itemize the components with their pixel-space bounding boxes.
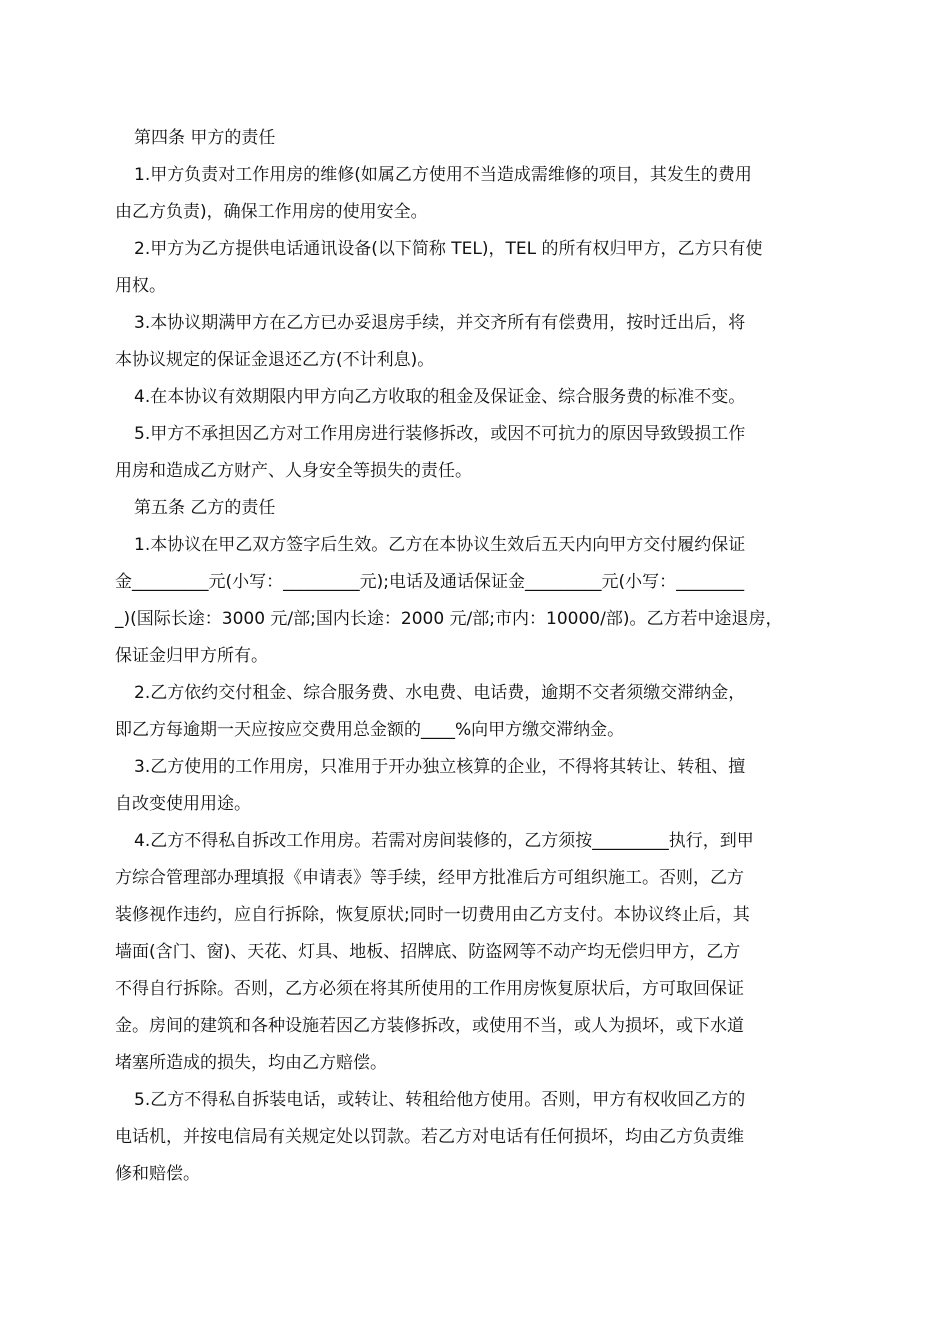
document-line: 1.甲方负责对工作用房的维修(如属乙方使用不当造成需维修的项目，其发生的费用	[134, 165, 752, 185]
document-line: 保证金归甲方所有。	[115, 646, 268, 666]
document-line: 3.乙方使用的工作用房，只准用于开办独立核算的企业，不得将其转让、转租、擅	[134, 757, 746, 777]
document-line: 不得自行拆除。否则，乙方必须在将其所使用的工作用房恢复原状后，方可取回保证	[115, 979, 744, 999]
document-line: 自改变使用用途。	[115, 794, 251, 814]
document-line: _)(国际长途：3000 元/部;国内长途：2000 元/部;市内：10000/部)。乙方若中途退房，	[115, 609, 783, 629]
document-line: 墙面(含门、窗)、天花、灯具、地板、招牌底、防盗网等不动产均无偿归甲方，乙方	[115, 942, 741, 962]
document-line: 即乙方每逾期一天应按应交费用总金额的____%向甲方缴交滞纳金。	[115, 720, 625, 740]
document-line: 4.乙方不得私自拆改工作用房。若需对房间装修的，乙方须按_________执行，到甲	[134, 831, 754, 851]
document-line: 3.本协议期满甲方在乙方已办妥退房手续，并交齐所有有偿费用，按时迁出后，将	[134, 313, 746, 333]
document-line: 1.本协议在甲乙双方签字后生效。乙方在本协议生效后五天内向甲方交付履约保证	[134, 535, 746, 555]
document-line: 装修视作违约，应自行拆除，恢复原状;同时一切费用由乙方支付。本协议终止后，其	[115, 905, 750, 925]
document-line: 5.乙方不得私自拆装电话，或转让、转租给他方使用。否则，甲方有权收回乙方的	[134, 1090, 746, 1110]
document-line: 5.甲方不承担因乙方对工作用房进行装修拆改，或因不可抗力的原因导致毁损工作	[134, 424, 746, 444]
document-line: 第四条 甲方的责任	[134, 128, 276, 148]
document-line: 4.在本协议有效期限内甲方向乙方收取的租金及保证金、综合服务费的标准不变。	[134, 387, 746, 407]
document-line: 2.甲方为乙方提供电话通讯设备(以下简称 TEL)，TEL 的所有权归甲方，乙方只有使	[134, 239, 763, 259]
document-line: 修和赔偿。	[115, 1164, 200, 1184]
document-body	[115, 120, 840, 1193]
document-line: 堵塞所造成的损失，均由乙方赔偿。	[115, 1053, 387, 1073]
document-line: 电话机，并按电信局有关规定处以罚款。若乙方对电话有任何损坏，均由乙方负责维	[115, 1127, 744, 1147]
document-line: 第五条 乙方的责任	[134, 498, 276, 518]
document-line: 本协议规定的保证金退还乙方(不计利息)。	[115, 350, 435, 370]
document-line: 由乙方负责)，确保工作用房的使用安全。	[115, 202, 428, 222]
document-line: 方综合管理部办理填报《申请表》等手续，经甲方批准后方可组织施工。否则，乙方	[115, 868, 744, 888]
document-line: 2.乙方依约交付租金、综合服务费、水电费、电话费，逾期不交者须缴交滞纳金，	[134, 683, 746, 703]
document-line: 金。房间的建筑和各种设施若因乙方装修拆改，或使用不当，或人为损坏，或下水道	[115, 1016, 744, 1036]
document-line: 用权。	[115, 276, 166, 296]
document-line: 金_________元(小写：_________元);电话及通话保证金_________元(小写：________	[115, 572, 745, 592]
document-line: 用房和造成乙方财产、人身安全等损失的责任。	[115, 461, 472, 481]
